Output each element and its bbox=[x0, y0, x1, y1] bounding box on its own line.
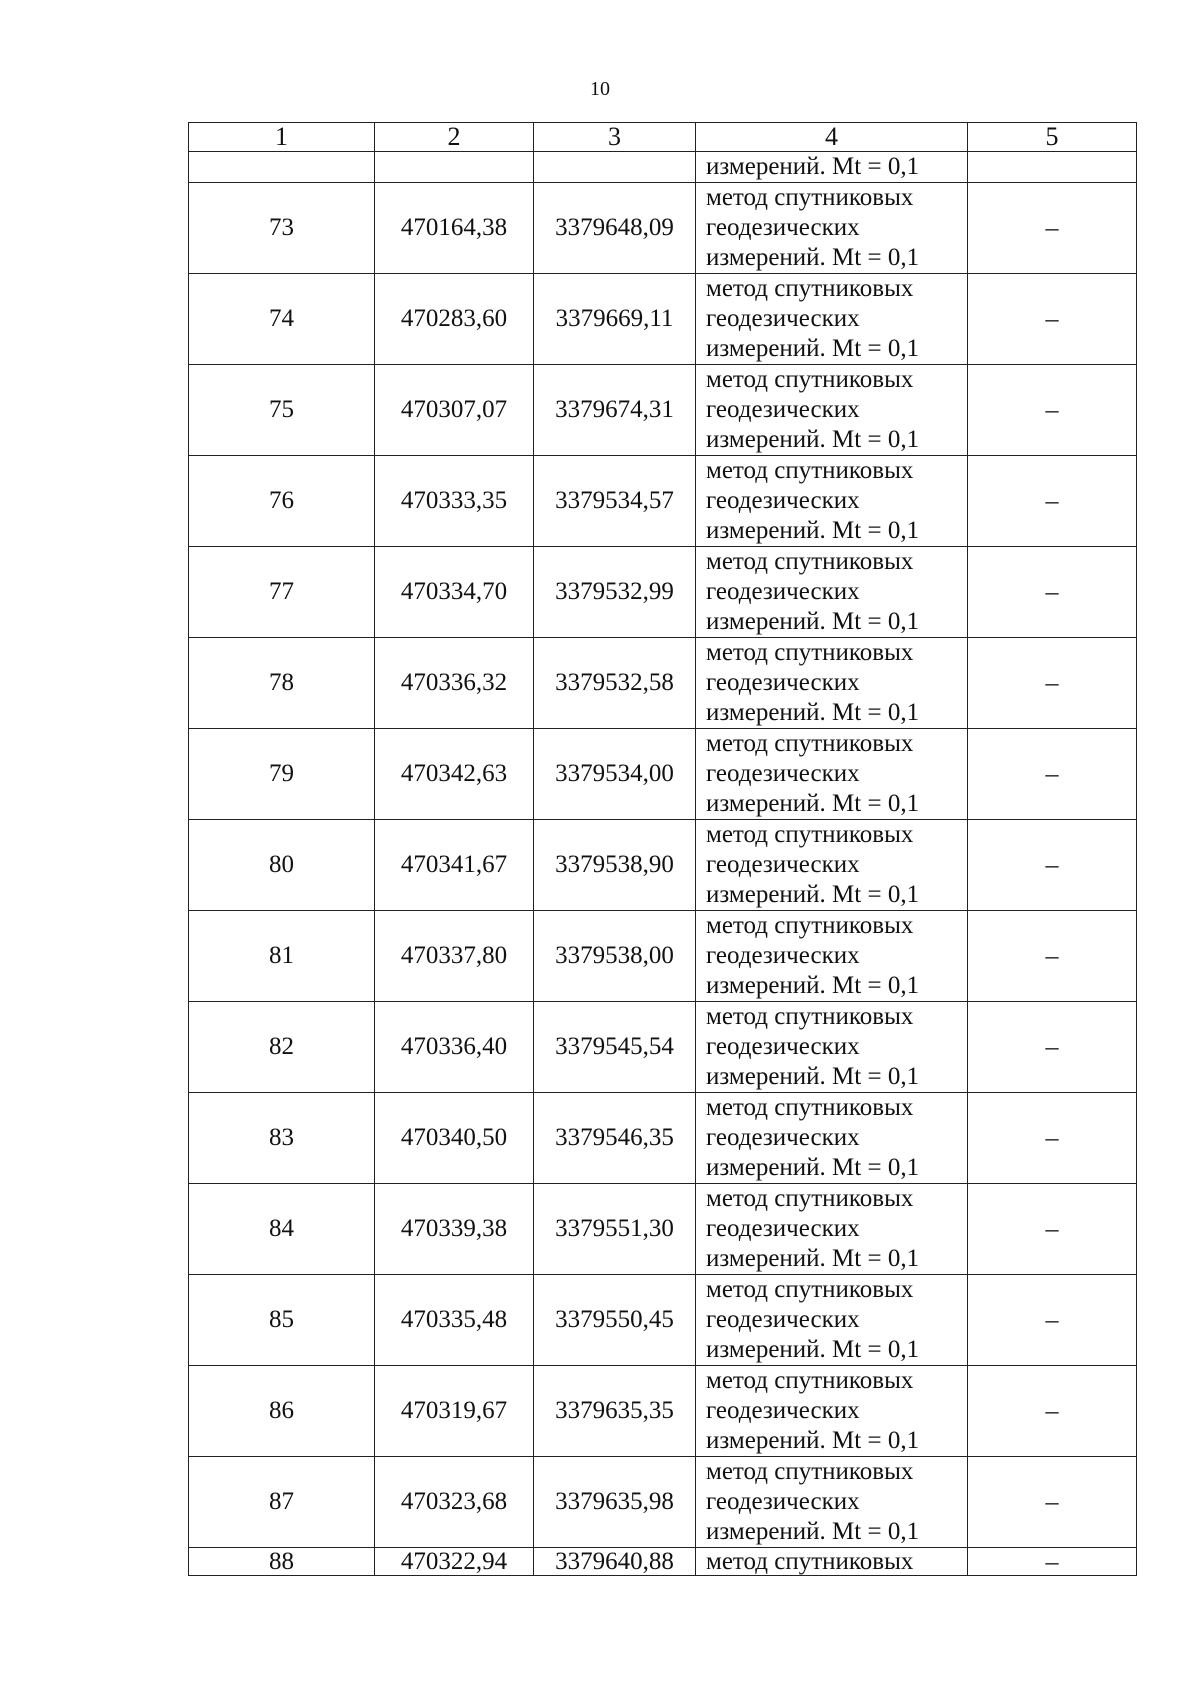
method-line: геодезических bbox=[706, 578, 860, 605]
method-line: метод спутниковых bbox=[706, 548, 914, 575]
point-number-cell: 74 bbox=[189, 274, 375, 365]
y-coordinate-cell: 3379546,35 bbox=[534, 1093, 696, 1184]
point-number-cell: 75 bbox=[189, 365, 375, 456]
table-row bbox=[189, 456, 1137, 547]
method-cell bbox=[696, 911, 968, 1002]
table-row bbox=[189, 183, 1137, 274]
y-coordinate-cell: 3379640,88 bbox=[534, 1548, 696, 1576]
method-cell bbox=[696, 547, 968, 638]
method-line: метод спутниковых bbox=[706, 457, 914, 484]
y-coordinate-cell: 3379532,58 bbox=[534, 638, 696, 729]
cell-empty bbox=[534, 152, 696, 183]
y-coordinate-cell: 3379550,45 bbox=[534, 1275, 696, 1366]
table-row bbox=[189, 638, 1137, 729]
method-cell bbox=[696, 1366, 968, 1457]
error-cell: – bbox=[968, 1093, 1137, 1184]
method-line: метод спутниковых bbox=[706, 1458, 914, 1485]
table-row bbox=[189, 1002, 1137, 1093]
error-cell: – bbox=[968, 1548, 1137, 1576]
method-line: геодезических bbox=[706, 1488, 860, 1515]
error-cell: – bbox=[968, 1002, 1137, 1093]
y-coordinate-cell: 3379534,57 bbox=[534, 456, 696, 547]
method-line: измерений. Mt = 0,1 bbox=[706, 699, 920, 726]
page-number: 10 bbox=[590, 78, 610, 100]
method-line: геодезических bbox=[706, 669, 860, 696]
method-line: измерений. Mt = 0,1 bbox=[706, 1245, 920, 1272]
error-cell: – bbox=[968, 1184, 1137, 1275]
point-number-cell: 82 bbox=[189, 1002, 375, 1093]
x-coordinate-cell: 470283,60 bbox=[375, 274, 534, 365]
table-row bbox=[189, 1184, 1137, 1275]
method-line: метод спутниковых bbox=[706, 912, 914, 939]
table-row bbox=[189, 1457, 1137, 1548]
y-coordinate-cell: 3379532,99 bbox=[534, 547, 696, 638]
table-header-row bbox=[189, 123, 1137, 152]
error-cell: – bbox=[968, 1457, 1137, 1548]
method-line: метод спутниковых bbox=[706, 366, 914, 393]
method-line: метод спутниковых bbox=[706, 1276, 914, 1303]
method-line: геодезических bbox=[706, 396, 860, 423]
column-header-2: 2 bbox=[375, 123, 534, 152]
cell-empty bbox=[375, 152, 534, 183]
method-cell bbox=[696, 365, 968, 456]
method-cell: метод спутниковых bbox=[696, 1548, 968, 1576]
method-cell bbox=[696, 183, 968, 274]
continuation-method-cell: измерений. Mt = 0,1 bbox=[696, 152, 968, 183]
method-cell bbox=[696, 1457, 968, 1548]
method-line: измерений. Mt = 0,1 bbox=[706, 972, 920, 999]
coordinates-table bbox=[188, 122, 1137, 1576]
method-line: геодезических bbox=[706, 487, 860, 514]
y-coordinate-cell: 3379635,98 bbox=[534, 1457, 696, 1548]
method-line: метод спутниковых bbox=[706, 1003, 914, 1030]
point-number-cell: 86 bbox=[189, 1366, 375, 1457]
x-coordinate-cell: 470164,38 bbox=[375, 183, 534, 274]
method-line: метод спутниковых bbox=[706, 1185, 914, 1212]
column-header-3: 3 bbox=[534, 123, 696, 152]
method-line: измерений. Mt = 0,1 bbox=[706, 881, 920, 908]
x-coordinate-cell: 470336,32 bbox=[375, 638, 534, 729]
method-line: геодезических bbox=[706, 305, 860, 332]
error-cell: – bbox=[968, 547, 1137, 638]
method-line: измерений. Mt = 0,1 bbox=[706, 790, 920, 817]
method-line: геодезических bbox=[706, 1033, 860, 1060]
point-number-cell: 79 bbox=[189, 729, 375, 820]
method-cell bbox=[696, 1093, 968, 1184]
table-row bbox=[189, 911, 1137, 1002]
error-cell: – bbox=[968, 820, 1137, 911]
y-coordinate-cell: 3379551,30 bbox=[534, 1184, 696, 1275]
continuation-row bbox=[189, 152, 1137, 183]
error-cell: – bbox=[968, 1275, 1137, 1366]
method-line: геодезических bbox=[706, 760, 860, 787]
method-line: измерений. Mt = 0,1 bbox=[706, 1336, 920, 1363]
x-coordinate-cell: 470319,67 bbox=[375, 1366, 534, 1457]
x-coordinate-cell: 470307,07 bbox=[375, 365, 534, 456]
method-line: геодезических bbox=[706, 1306, 860, 1333]
method-line: геодезических bbox=[706, 214, 860, 241]
column-header-4: 4 bbox=[696, 123, 968, 152]
y-coordinate-cell: 3379674,31 bbox=[534, 365, 696, 456]
x-coordinate-cell: 470339,38 bbox=[375, 1184, 534, 1275]
method-line: метод спутниковых bbox=[706, 1094, 914, 1121]
x-coordinate-cell: 470333,35 bbox=[375, 456, 534, 547]
error-cell: – bbox=[968, 638, 1137, 729]
method-line: метод спутниковых bbox=[706, 821, 914, 848]
table-row bbox=[189, 1093, 1137, 1184]
method-line: измерений. Mt = 0,1 bbox=[706, 1063, 920, 1090]
error-cell: – bbox=[968, 1366, 1137, 1457]
error-cell: – bbox=[968, 456, 1137, 547]
table-row bbox=[189, 729, 1137, 820]
point-number-cell: 73 bbox=[189, 183, 375, 274]
y-coordinate-cell: 3379538,00 bbox=[534, 911, 696, 1002]
method-cell bbox=[696, 1184, 968, 1275]
method-cell bbox=[696, 456, 968, 547]
point-number-cell: 87 bbox=[189, 1457, 375, 1548]
y-coordinate-cell: 3379534,00 bbox=[534, 729, 696, 820]
method-line: измерений. Mt = 0,1 bbox=[706, 517, 920, 544]
method-cell bbox=[696, 1002, 968, 1093]
error-cell: – bbox=[968, 365, 1137, 456]
method-line: измерений. Mt = 0,1 bbox=[706, 426, 920, 453]
error-cell: – bbox=[968, 274, 1137, 365]
method-line: геодезических bbox=[706, 851, 860, 878]
method-line: геодезических bbox=[706, 1397, 860, 1424]
y-coordinate-cell: 3379538,90 bbox=[534, 820, 696, 911]
error-cell: – bbox=[968, 729, 1137, 820]
y-coordinate-cell: 3379648,09 bbox=[534, 183, 696, 274]
column-header-5: 5 bbox=[968, 123, 1137, 152]
column-header-1: 1 bbox=[189, 123, 375, 152]
error-cell: – bbox=[968, 183, 1137, 274]
x-coordinate-cell: 470322,94 bbox=[375, 1548, 534, 1576]
method-line: измерений. Mt = 0,1 bbox=[706, 1427, 920, 1454]
x-coordinate-cell: 470340,50 bbox=[375, 1093, 534, 1184]
x-coordinate-cell: 470335,48 bbox=[375, 1275, 534, 1366]
table-row bbox=[189, 1275, 1137, 1366]
method-line: метод спутниковых bbox=[706, 639, 914, 666]
table-row bbox=[189, 1366, 1137, 1457]
method-cell bbox=[696, 1275, 968, 1366]
method-line: геодезических bbox=[706, 942, 860, 969]
table-row bbox=[189, 547, 1137, 638]
method-line: метод спутниковых bbox=[706, 184, 914, 211]
x-coordinate-cell: 470334,70 bbox=[375, 547, 534, 638]
method-line: геодезических bbox=[706, 1215, 860, 1242]
method-line: измерений. Mt = 0,1 bbox=[706, 608, 920, 635]
method-cell bbox=[696, 638, 968, 729]
method-line: измерений. Mt = 0,1 bbox=[706, 1154, 920, 1181]
method-line: измерений. Mt = 0,1 bbox=[706, 335, 920, 362]
x-coordinate-cell: 470323,68 bbox=[375, 1457, 534, 1548]
x-coordinate-cell: 470341,67 bbox=[375, 820, 534, 911]
table-row bbox=[189, 365, 1137, 456]
y-coordinate-cell: 3379545,54 bbox=[534, 1002, 696, 1093]
error-cell: – bbox=[968, 911, 1137, 1002]
method-line: метод спутниковых bbox=[706, 730, 914, 757]
point-number-cell: 76 bbox=[189, 456, 375, 547]
y-coordinate-cell: 3379669,11 bbox=[534, 274, 696, 365]
method-line: метод спутниковых bbox=[706, 1367, 914, 1394]
cell-empty bbox=[968, 152, 1137, 183]
x-coordinate-cell: 470336,40 bbox=[375, 1002, 534, 1093]
method-line: метод спутниковых bbox=[706, 275, 914, 302]
y-coordinate-cell: 3379635,35 bbox=[534, 1366, 696, 1457]
method-cell bbox=[696, 729, 968, 820]
point-number-cell: 81 bbox=[189, 911, 375, 1002]
table-body bbox=[189, 152, 1137, 1548]
table-row bbox=[189, 820, 1137, 911]
method-cell bbox=[696, 820, 968, 911]
point-number-cell: 83 bbox=[189, 1093, 375, 1184]
method-line: геодезических bbox=[706, 1124, 860, 1151]
x-coordinate-cell: 470337,80 bbox=[375, 911, 534, 1002]
point-number-cell: 77 bbox=[189, 547, 375, 638]
method-line: измерений. Mt = 0,1 bbox=[706, 1518, 920, 1545]
x-coordinate-cell: 470342,63 bbox=[375, 729, 534, 820]
point-number-cell: 88 bbox=[189, 1548, 375, 1576]
method-cell bbox=[696, 274, 968, 365]
point-number-cell: 78 bbox=[189, 638, 375, 729]
table-row-last bbox=[189, 1548, 1137, 1576]
table-row bbox=[189, 274, 1137, 365]
point-number-cell: 85 bbox=[189, 1275, 375, 1366]
method-line: измерений. Mt = 0,1 bbox=[706, 244, 920, 271]
cell-empty bbox=[189, 152, 375, 183]
point-number-cell: 84 bbox=[189, 1184, 375, 1275]
point-number-cell: 80 bbox=[189, 820, 375, 911]
